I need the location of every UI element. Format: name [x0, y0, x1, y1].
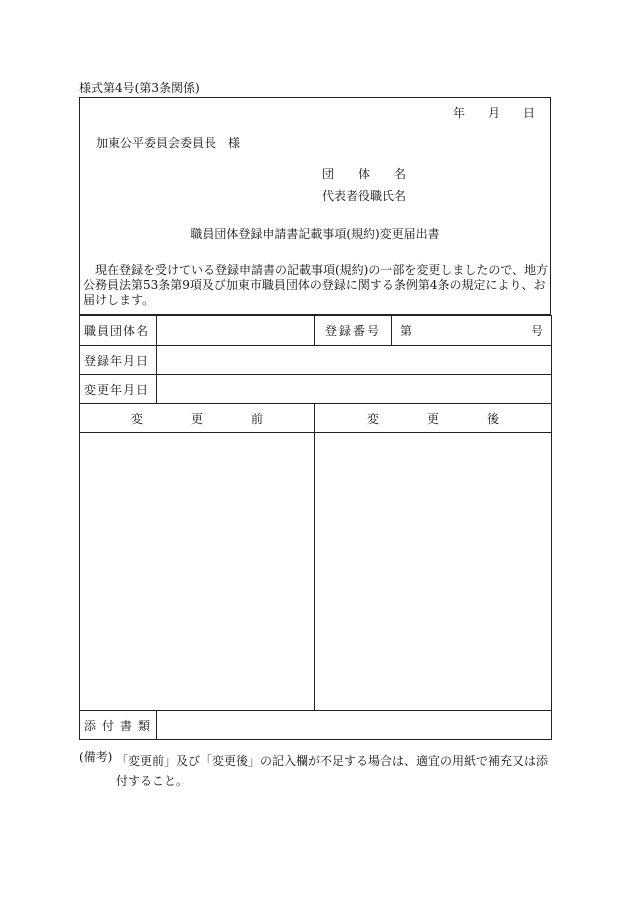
after-change-header: 変 更 後: [315, 404, 552, 433]
form-table: [79, 315, 552, 740]
after-change-field[interactable]: [315, 433, 552, 711]
organization-name-label: 団 体 名: [322, 167, 407, 181]
table-row: [80, 404, 552, 433]
notes-label: (備考): [79, 750, 113, 764]
change-date-cell-label: 変更年月日: [80, 375, 157, 404]
table-row: [80, 375, 552, 404]
date-month-label: 月: [488, 106, 501, 120]
reg-number-cell-label: 登録番号: [315, 316, 392, 346]
date-year-label: 年: [453, 106, 466, 120]
addressee: 加東公平委員会委員長 様: [96, 136, 241, 150]
org-name-field[interactable]: [157, 316, 315, 346]
reg-date-field[interactable]: [157, 346, 552, 375]
representative-name-label: 代表者役職氏名: [322, 189, 407, 203]
document-title: 職員団体登録申請書記載事項(規約)変更届出書: [190, 227, 440, 241]
reg-number-field[interactable]: [392, 316, 552, 346]
before-change-field[interactable]: [80, 433, 315, 711]
attachments-field[interactable]: [157, 711, 552, 740]
notes-text: 「変更前」及び「変更後」の記入欄が不足する場合は、適宜の用紙で補充又は添付すること。: [116, 754, 549, 788]
number-suffix: 号: [530, 324, 543, 338]
number-prefix: 第: [400, 324, 413, 338]
table-row: [80, 433, 552, 711]
attachments-cell-label: 添付書類: [80, 711, 157, 740]
form-number-label: 様式第4号(第3条関係): [79, 81, 200, 95]
date-day-label: 日: [523, 106, 536, 120]
before-change-header: 変 更 前: [80, 404, 315, 433]
body-text: 現在登録を受けている登録申請書の記載事項(規約)の一部を変更しましたので、地方公務員法第53条第9項及び加東市職員団体の登録に関する条例第4条の規定により、お届けします。: [83, 263, 549, 307]
table-row: [80, 346, 552, 375]
change-date-field[interactable]: [157, 375, 552, 404]
org-name-cell-label: 職員団体名: [80, 316, 157, 346]
table-row: [80, 316, 552, 346]
table-row: [80, 711, 552, 740]
reg-date-cell-label: 登録年月日: [80, 346, 157, 375]
